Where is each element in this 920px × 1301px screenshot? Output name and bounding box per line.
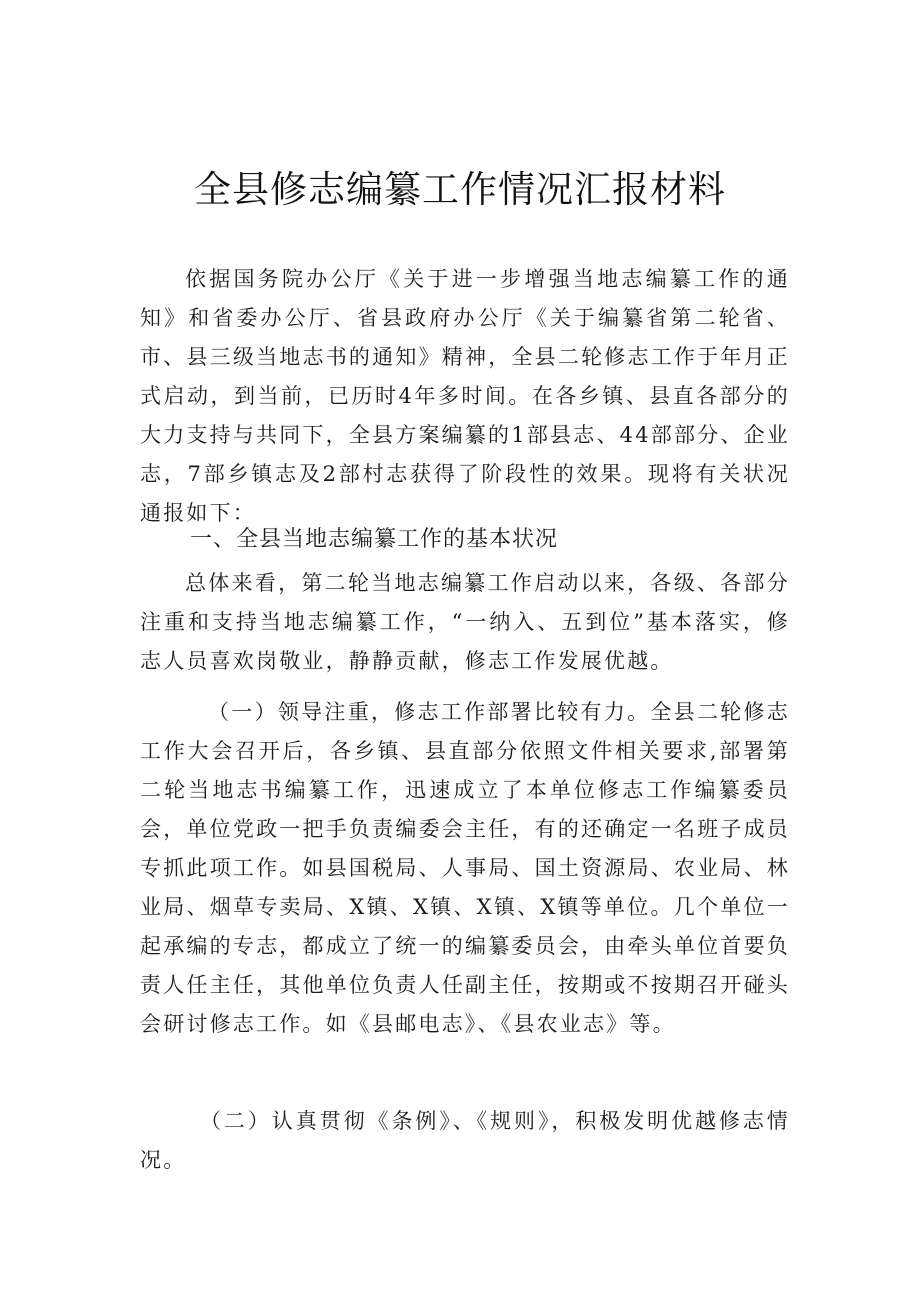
section-heading: 一、全县当地志编纂工作的基本状况 bbox=[190, 527, 559, 552]
document-title: 全县修志编纂工作情况汇报材料 bbox=[194, 168, 726, 211]
section-summary-paragraph: 总体来看，第二轮当地志编纂工作启动以来，各级、各部分注重和支持当地志编纂工作，“一纳入、五到位”基本落实，修志人员喜欢岗敬业，静静贡献，修志工作发展优越。 bbox=[140, 571, 790, 673]
intro-paragraph: 依据国务院办公厅《关于进一步增强当地志编纂工作的通知》和省委办公厅、省县政府办公厅《关于编纂省第二轮省、市、县三级当地志书的通知》精神，全县二轮修志工作于年月正式启动，到当前，已历时4年多时间。在各乡镇、县直各部分的大力支持与共同下，全县方案编纂的1部县志、44部部分、企业志，7部乡镇志及2部村志获得了阶段性的效果。现将有关状况通报如下： bbox=[140, 267, 790, 525]
item-two-paragraph: （二）认真贯彻《条例》、《规则》，积极发明优越修志情况。 bbox=[140, 1109, 790, 1172]
item-one-paragraph: （一）领导注重，修志工作部署比较有力。全县二轮修志工作大会召开后，各乡镇、县直部分依照文件相关要求,部署第二轮当地志书编纂工作，迅速成立了本单位修志工作编纂委员会，单位党政一把手负责编委会主任，有的还确定一名班子成员专抓此项工作。如县国税局、人事局、国土资源局、农业局、林业局、烟草专卖局、X镇、X镇、X镇、X镇等单位。几个单位一起承编的专志，都成立了统一的编纂委员会，由牵头单位首要负责人任主任，其他单位负责人任副主任，按期或不按期召开碰头会研讨修志工作。如《县邮电志》、《县农业志》等。 bbox=[140, 700, 790, 1036]
